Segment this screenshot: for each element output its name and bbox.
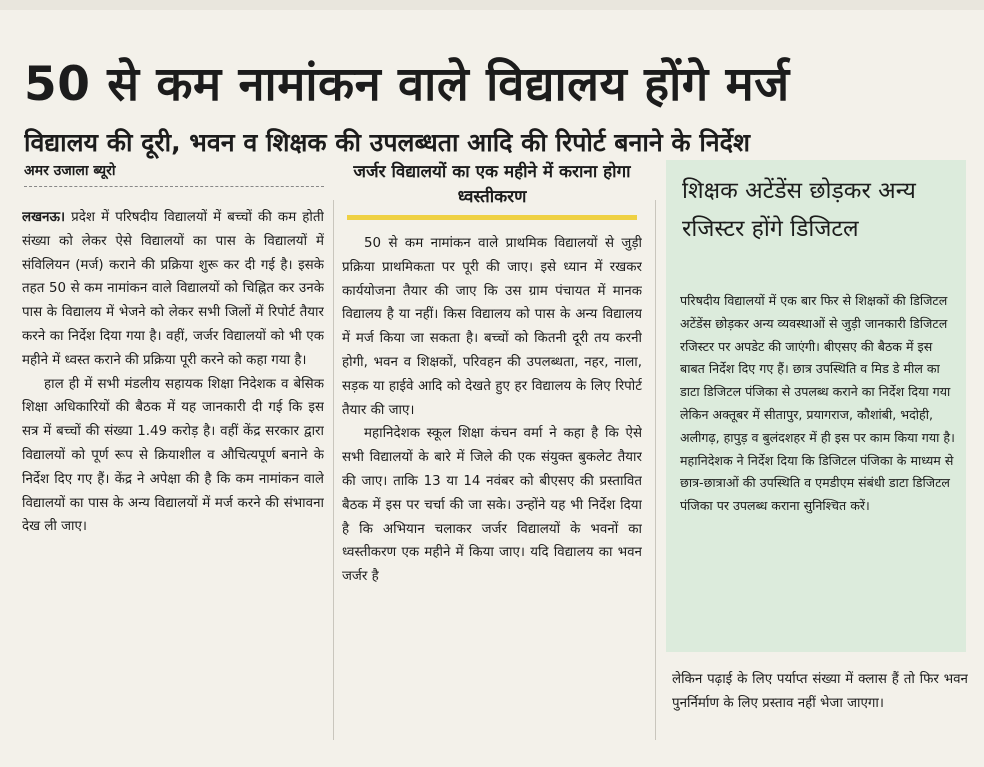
paragraph: हाल ही में सभी मंडलीय सहायक शिक्षा निदेशक व बेसिक शिक्षा अधिकारियों की बैठक में यह जानकारी दी गई कि इस सत्र में बच्चों की संख्या 1.49 करोड़ है। वहीं केंद्र सरकार द्वारा विद्यालयों को पूर्ण रूप से क्रियाशील व औचित्यपूर्ण बनाने के निर्देश दिए गए हैं। केंद्र ने अपेक्षा की है कि कम नामांकन वाले विद्यालयों का पास के अन्य विद्यालयों में मर्ज करने की संभावना देख ली जाए। (22, 376, 324, 535)
byline: अमर उजाला ब्यूरो (24, 159, 324, 187)
column-divider (333, 200, 334, 740)
subhead-underline (347, 215, 637, 220)
sidebar-title: शिक्षक अटेंडेंस छोड़कर अन्य रजिस्टर होंगे डिजिटल (682, 178, 916, 242)
article-column-1 (22, 206, 324, 746)
subheadline: विद्यालय की दूरी, भवन व शिक्षक की उपलब्धता आदि की रिपोर्ट बनाने के निर्देश (24, 127, 750, 157)
paragraph (22, 206, 324, 373)
article-column-3-continuation: लेकिन पढ़ाई के लिए पर्याप्त संख्या में क्लास हैं तो फिर भवन पुनर्निर्माण के लिए प्रस्ताव नहीं भेजा जाएगा। (672, 672, 968, 711)
paragraph: महानिदेशक स्कूल शिक्षा कंचन वर्मा ने कहा है कि ऐसे सभी विद्यालयों के बारे में जिले की एक संयुक्त बुकलेट तैयार की जाए। ताकि 13 या 14 नवंबर को बीएसए की प्रस्तावित बैठक में इस पर चर्चा की जा सके। उन्होंने यह भी निर्देश दिया है कि अभियान चलाकर जर्जर विद्यालयों के भवनों का ध्वस्तीकरण एक महीने में किया जाए। यदि विद्यालय का भवन जर्जर है (342, 426, 642, 585)
dateline: लखनऊ। (22, 210, 66, 225)
column-divider (655, 200, 656, 740)
paragraph-text: प्रदेश में परिषदीय विद्यालयों में बच्चों की कम होती संख्या को लेकर ऐसे विद्यालयों का पास के विद्यालयों में संविलियन (मर्ज) कराने की प्रक्रिया शुरू कर दी गई है। इसके तहत 50 से कम नामांकन वाले विद्यालयों को चिह्नित कर उनके पास के विद्यालय में भेजने को लेकर सभी जिलों में रिपोर्ट तैयार करने का निर्देश दिया गया है। वहीं, जर्जर विद्यालयों को भी एक महीने में ध्वस्त कराने की प्रक्रिया पूरी करने को कहा गया है। (22, 210, 324, 368)
article-column-2 (342, 232, 642, 746)
sidebar-body: परिषदीय विद्यालयों में एक बार फिर से शिक्षकों की डिजिटल अटेंडेंस छोड़कर अन्य व्यवस्थाओं से जुड़ी जानकारी डिजिटल रजिस्टर पर अपडेट की जाएंगी। बीएसए की बैठक में इस बाबत निर्देश दिए गए हैं। छात्र उपस्थिति व मिड डे मील का डाटा डिजिटल पंजिका से उपलब्ध कराने का निर्देश दिया गया लेकिन अक्तूबर में सीतापुर, प्रयागराज, कौशांबी, भदोही, अलीगढ़, हापुड़ व बुलंदशहर में ही इस पर काम किया गया है। महानिदेशक ने निर्देश दिया कि डिजिटल पंजिका के माध्यम से छात्र-छात्राओं की उपस्थिति व एमडीएम संबंधी डाटा डिजिटल पंजिका पर उपलब्ध कराना सुनिश्चित करें। (680, 293, 955, 514)
headline: 50 से कम नामांकन वाले विद्यालय होंगे मर्ज (24, 57, 790, 113)
previous-page-strip (0, 0, 984, 10)
paragraph: 50 से कम नामांकन वाले प्राथमिक विद्यालयों से जुड़ी प्रक्रिया प्राथमिकता पर पूरी की जाए। इसे ध्यान में रखकर कार्ययोजना तैयार की जाए कि उस ग्राम पंचायत में मानक विद्यालय है या नहीं। किस विद्यालय को पास के अन्य विद्यालय में मर्ज किया जा सकता है। बच्चों को कितनी दूरी तय करनी होगी, भवन व शिक्षकों, परिवहन की उपलब्धता, नहर, नाला, सड़क या हाईवे आदि को देखते हुए हर विद्यालय के लिए रिपोर्ट तैयार की जाए। (342, 236, 642, 418)
column-subhead: जर्जर विद्यालयों का एक महीने में कराना होगा ध्वस्तीकरण (353, 162, 631, 207)
